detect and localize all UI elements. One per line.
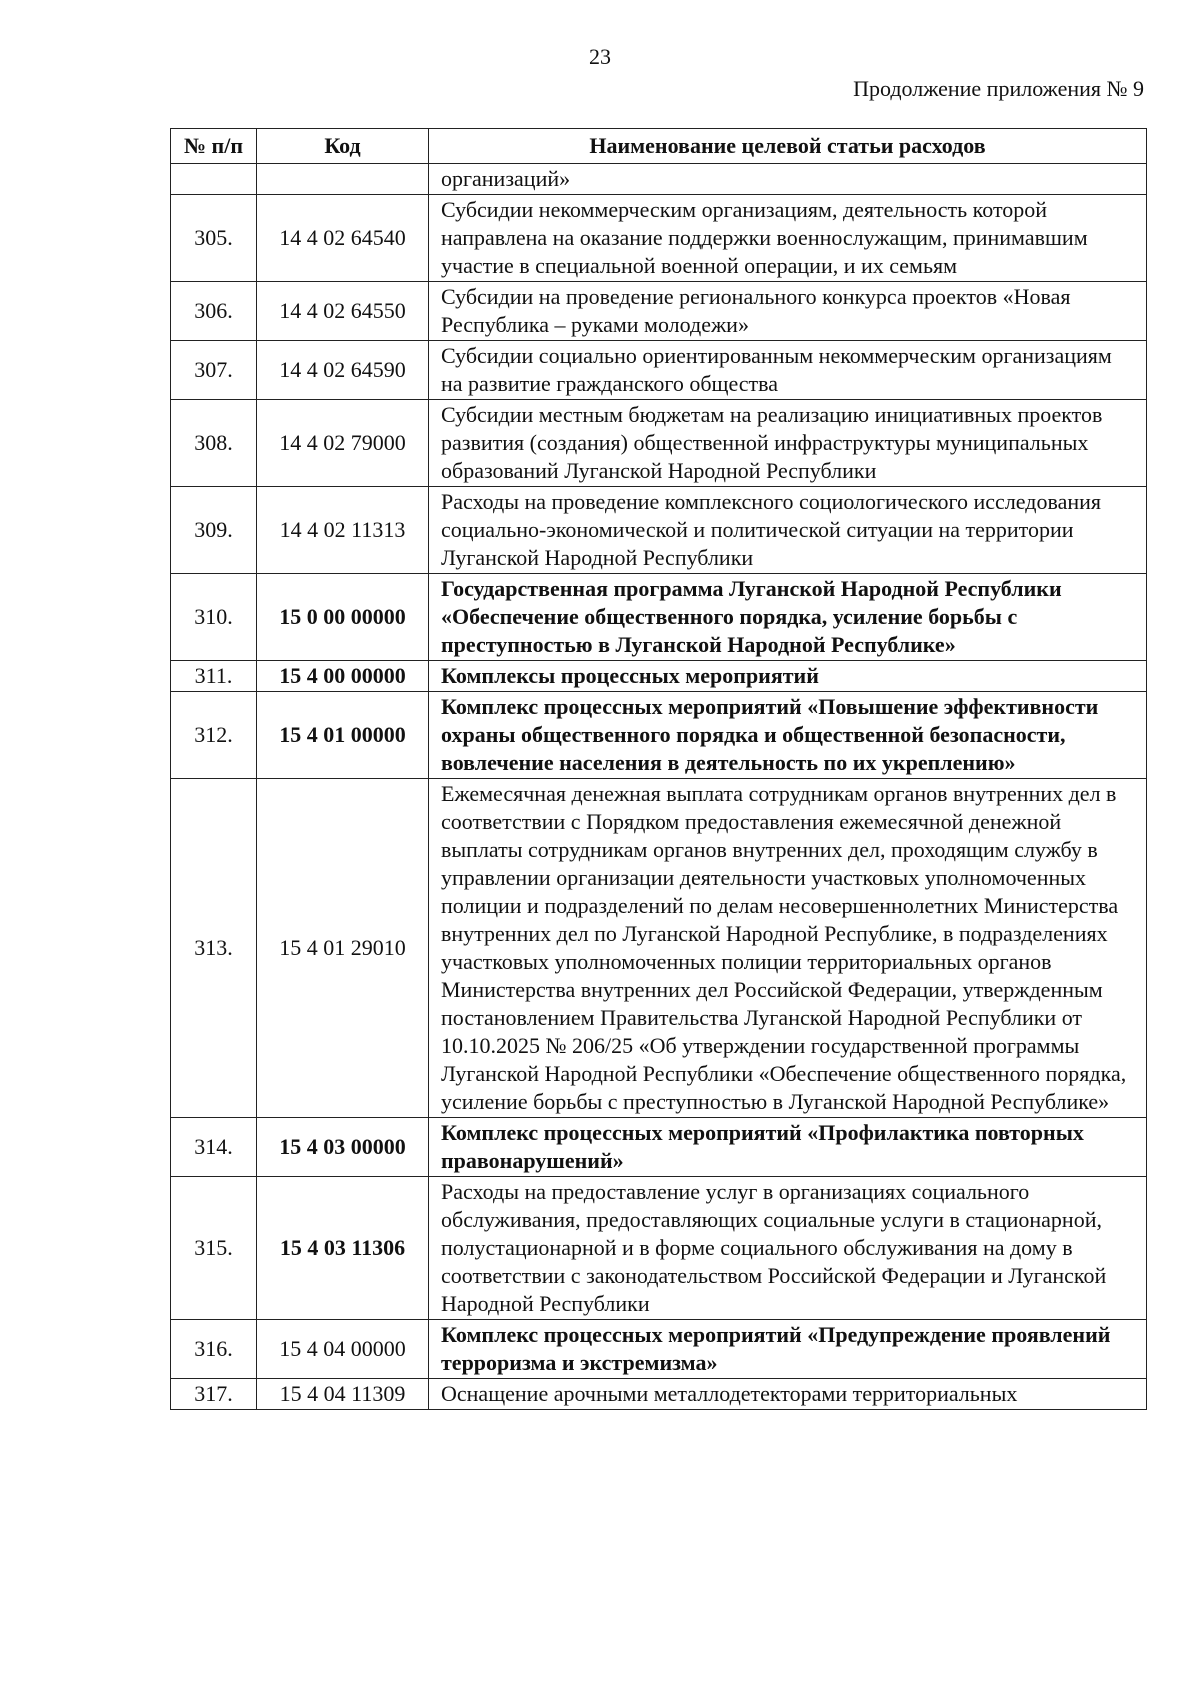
row-number: 312. bbox=[171, 692, 257, 779]
table-row bbox=[171, 1379, 1147, 1410]
expense-item-name: Субсидии местным бюджетам на реализацию инициативных проектов развития (создания) общественной инфраструктуры муниципальных образований Луганской Народной Республики bbox=[429, 400, 1147, 487]
row-number: 316. bbox=[171, 1320, 257, 1379]
expense-item-name: Расходы на предоставление услуг в организациях социального обслуживания, предоставляющих социальные услуги в стационарной, полустационарной и в форме социального обслуживания на дому в соответствии с законодательством Российской Федерации и Луганской Народной Республики bbox=[429, 1177, 1147, 1320]
table-row bbox=[171, 195, 1147, 282]
budget-code: 15 4 01 29010 bbox=[257, 779, 429, 1118]
budget-code: 15 4 03 00000 bbox=[257, 1118, 429, 1177]
row-number: 311. bbox=[171, 661, 257, 692]
table-row bbox=[171, 661, 1147, 692]
expense-item-name: организаций» bbox=[429, 164, 1147, 195]
budget-code bbox=[257, 164, 429, 195]
table-row bbox=[171, 400, 1147, 487]
expense-item-name: Субсидии на проведение регионального конкурса проектов «Новая Республика – руками молодежи» bbox=[429, 282, 1147, 341]
page-number: 23 bbox=[589, 44, 611, 69]
budget-code: 14 4 02 64550 bbox=[257, 282, 429, 341]
row-number: 314. bbox=[171, 1118, 257, 1177]
expense-item-name: Комплекс процессных мероприятий «Повышение эффективности охраны общественного порядка и общественной безопасности, вовлечение населения в деятельность по их укреплению» bbox=[429, 692, 1147, 779]
row-number: 309. bbox=[171, 487, 257, 574]
row-number: 310. bbox=[171, 574, 257, 661]
budget-code: 14 4 02 11313 bbox=[257, 487, 429, 574]
table-row bbox=[171, 574, 1147, 661]
column-header-code: Код bbox=[257, 129, 429, 164]
expense-item-name: Комплекс процессных мероприятий «Профилактика повторных правонарушений» bbox=[429, 1118, 1147, 1177]
expense-item-name: Комплексы процессных мероприятий bbox=[429, 661, 1147, 692]
expense-item-name: Ежемесячная денежная выплата сотрудникам органов внутренних дел в соответствии с Порядком предоставления ежемесячной денежной выплаты сотрудникам органов внутренних дел, проходящим службу в управлении организации деятельности участковых уполномоченных полиции и подразделений по делам несовершеннолетних Министерства внутренних дел по Луганской Народной Республике, в подразделениях участковых уполномоченных полиции территориальных органов Министерства внутренних дел Российской Федерации, утвержденным постановлением Правительства Луганской Народной Республики от 10.10.2025 № 206/25 «Об утверждении государственной программы Луганской Народной Республики «Обеспечение общественного порядка, усиление борьбы с преступностью в Луганской Народной Республике» bbox=[429, 779, 1147, 1118]
expense-item-name: Субсидии социально ориентированным некоммерческим организациям на развитие гражданского общества bbox=[429, 341, 1147, 400]
table-row bbox=[171, 779, 1147, 1118]
budget-code: 14 4 02 64590 bbox=[257, 341, 429, 400]
budget-code: 15 4 04 11309 bbox=[257, 1379, 429, 1410]
budget-code: 15 4 01 00000 bbox=[257, 692, 429, 779]
budget-code: 15 0 00 00000 bbox=[257, 574, 429, 661]
budget-code: 15 4 04 00000 bbox=[257, 1320, 429, 1379]
budget-code: 15 4 00 00000 bbox=[257, 661, 429, 692]
table-row bbox=[171, 341, 1147, 400]
row-number: 308. bbox=[171, 400, 257, 487]
expense-item-name: Оснащение арочными металлодетекторами территориальных bbox=[429, 1379, 1147, 1410]
expense-item-name: Расходы на проведение комплексного социологического исследования социально-экономической и политической ситуации на территории Луганской Народной Республики bbox=[429, 487, 1147, 574]
table-row bbox=[171, 282, 1147, 341]
table-header-row bbox=[171, 129, 1147, 164]
row-number: 313. bbox=[171, 779, 257, 1118]
table-row bbox=[171, 692, 1147, 779]
appendix-continuation-label: Продолжение приложения № 9 bbox=[853, 76, 1144, 101]
table-row bbox=[171, 164, 1147, 195]
expense-items-table bbox=[170, 128, 1147, 1410]
row-number: 315. bbox=[171, 1177, 257, 1320]
table-row bbox=[171, 1320, 1147, 1379]
table-row bbox=[171, 1177, 1147, 1320]
expense-item-name: Государственная программа Луганской Народной Республики «Обеспечение общественного порядка, усиление борьбы с преступностью в Луганской Народной Республике» bbox=[429, 574, 1147, 661]
row-number: 306. bbox=[171, 282, 257, 341]
column-header-name: Наименование целевой статьи расходов bbox=[429, 129, 1147, 164]
row-number: 317. bbox=[171, 1379, 257, 1410]
row-number: 305. bbox=[171, 195, 257, 282]
table-row bbox=[171, 487, 1147, 574]
budget-code: 14 4 02 64540 bbox=[257, 195, 429, 282]
row-number bbox=[171, 164, 257, 195]
expense-item-name: Субсидии некоммерческим организациям, деятельность которой направлена на оказание поддержки военнослужащим, принимавшим участие в специальной военной операции, и их семьям bbox=[429, 195, 1147, 282]
budget-code: 15 4 03 11306 bbox=[257, 1177, 429, 1320]
row-number: 307. bbox=[171, 341, 257, 400]
budget-code: 14 4 02 79000 bbox=[257, 400, 429, 487]
column-header-number: № п/п bbox=[171, 129, 257, 164]
expense-item-name: Комплекс процессных мероприятий «Предупреждение проявлений терроризма и экстремизма» bbox=[429, 1320, 1147, 1379]
table-row bbox=[171, 1118, 1147, 1177]
